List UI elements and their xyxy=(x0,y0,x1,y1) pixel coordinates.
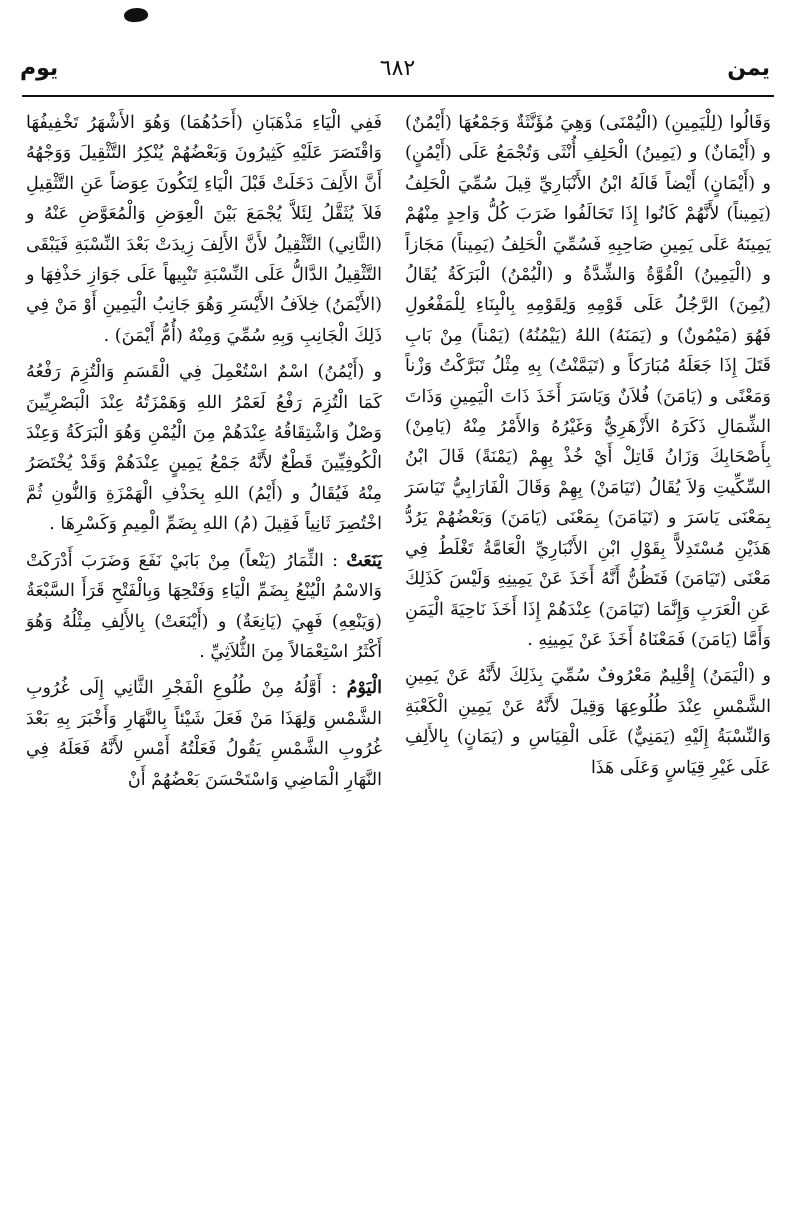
entry-text: : الثِّمَارُ (يَنْعاً) مِنْ بَابَيْ نَفَعَ وَضَرَبَ أَدْرَكَتْ وَالاسْمُ الْيُنْعُ بِضَمِّ الْيَاءِ وَفَتْحِهَا وَبِالْفَتْحِ قَرَأَ السَّبْعَةُ (وَيَنْعِهِ) فَهِيَ (يَانِعَةٌ) و (أَيْنَعَتْ) بِالأَلِفِ مِثْلُهُ وَهُوَ أَكْثَرُ اسْتِعْمَالاً مِنَ الثُّلاَثِيِّ . xyxy=(26,550,382,662)
header-rule xyxy=(22,95,774,97)
right-column xyxy=(405,108,771,783)
entry-paragraph: فَفِي الْيَاءِ مَذْهَبَانِ (أَحَدُهُمَا) وَهُوَ الأَشْهَرُ تَخْفِيفُهَا وَاقْتَصَرَ عَلَيْهِ كَثِيرُونَ وَبَعْضُهُمْ يُنْكِرُ التَّثْقِيلَ وَوَجْهُهُ أَنَّ الأَلِفَ دَخَلَتْ قَبْلَ الْيَاءِ لِتَكُونَ عِوَضاً عَنِ التَّثْقِيلِ فَلاَ يُثَقَّلُ لِئَلاَّ يُجْمَعَ بَيْنَ الْعِوَضِ وَالْمُعَوَّضِ عَنْهُ و (الثَّانِي) التَّثْقِيلُ لأَنَّ الأَلِفَ زِيدَتْ بَعْدَ النِّسْبَةِ فَيَبْقَى التَّثْقِيلُ الدَّالُّ عَلَى النِّسْبَةِ تَنْبِيهاً عَلَى جَوَازِ حَذْفِهَا و (الأَيْمَنُ) خِلاَفُ الأَيْسَرِ وَهُوَ جَانِبُ الْيَمِينِ أَوْ مَنْ فِي ذَلِكَ الْجَانِبِ وَبِهِ سُمِّيَ وَمِنْهُ (أُمُّ أَيْمَنَ) . xyxy=(26,113,382,346)
entry-paragraph xyxy=(26,546,382,668)
header-right-guide-word: يمن xyxy=(727,56,770,81)
entry-paragraph: وَقَالُوا (لِلْيَمِينِ) (الْيُمْنَى) وَهِيَ مُؤَنَّثَةٌ وَجَمْعُهَا (أَيْمُنٌ) و (أَيْمَانٌ) و (يَمِينُ) الْحَلِفِ أُنْثَى وَتُجْمَعُ عَلَى (أَيْمُنٍ) و (أَيْمَانٍ) أَيْضاً قَالَهُ ابْنُ الأَنْبَارِيِّ قِيلَ سُمِّيَ الْحَلِفُ (يَمِيناً) لأَنَّهُمْ كَانُوا إِذَا تَحَالَفُوا ضَرَبَ كُلُّ وَاحِدٍ مِنْهُمْ يَمِينَهُ عَلَى يَمِينِ صَاحِبِهِ فَسُمِّيَ الْحَلِفُ (يَمِيناً) مَجَازاً و (الْيَمِينُ) الْقُوَّةُ وَالشِّدَّةُ و (الْيُمْنُ) الْبَرَكَةُ يُقَالُ (يُمِنَ) الرَّجُلُ عَلَى قَوْمِهِ وَلِقَوْمِهِ بِالْبِنَاءِ لِلْمَفْعُولِ فَهُوَ (مَيْمُونٌ) و (يَمَنَهُ) اللهُ (يَيْمُنُهُ) (يَمْناً) مِنْ بَابِ قَتَلَ إِذَا جَعَلَهُ مُبَارَكاً و (تَيَمَّنْتُ) بِهِ مِثْلُ تَبَرَّكْتُ وَزْناً وَمَعْنًى و (يَامَنَ) فُلاَنٌ وَيَاسَرَ أَخَذَ ذَاتَ الْيَمِينِ وَذَاتَ الشِّمَالِ ذَكَرَهُ الأَزْهَرِيُّ وَغَيْرُهُ وَالأَمْرُ مِنْهُ (يَامِنْ) بِأَصْحَابِكَ وَزَانُ قَاتِلْ أَيْ خُذْ بِهِمْ (يَمْنَةً) قَالَ ابْنُ السِّكِّيتِ وَلاَ يُقَالُ (تَيَامَنْ) بِهِمْ وَقَالَ الْفَارَابِيُّ تَيَاسَرَ بِمَعْنَى يَاسَرَ و (تَيَامَنَ) بِمَعْنَى (يَامَنَ) وَبَعْضُهُمْ يَرُدُّ هَذَيْنِ مُسْتَدِلاًّ بِقَوْلِ ابْنِ الأَنْبَارِيِّ الْعَامَّةُ تَغْلَطُ فِي مَعْنَى (تَيَامَنَ) فَتَظُنُّ أَنَّهُ أَخَذَ عَنْ يَمِينِهِ وَلَيْسَ كَذَلِكَ عَنِ الْعَرَبِ وَإِنَّمَا (تَيَامَنَ) عِنْدَهُمْ إِذَا أَخَذَ نَاحِيَةَ الْيَمَنِ وَأَمَّا (يَامَنَ) فَمَعْنَاهُ أَخَذَ عَنْ يَمِينِهِ . xyxy=(405,113,771,650)
entry-paragraph: و (الْيَمَنُ) إِقْلِيمٌ مَعْرُوفٌ سُمِّيَ بِذَلِكَ لأَنَّهُ عَنْ يَمِينِ الشَّمْسِ عِنْدَ طُلُوعِهَا وَقِيلَ لأَنَّهُ عَنْ يَمِينِ الْكَعْبَةِ وَالنِّسْبَةُ إِلَيْهِ (يَمَنِيٌّ) عَلَى الْقِيَاسِ و (يَمَانٍ) بِالأَلِفِ عَلَى غَيْرِ قِيَاسٍ وَعَلَى هَذَا xyxy=(405,666,771,778)
entry-paragraph xyxy=(26,673,382,795)
page-number: ٦٨٢ xyxy=(379,56,416,81)
headword: يَنَعَتْ xyxy=(346,550,382,571)
header-left-guide-word: يوم xyxy=(20,56,59,81)
headword: الْيَوْمُ xyxy=(346,678,382,699)
left-column xyxy=(26,108,382,795)
entry-paragraph: و (أَيْمُنُ) اسْمٌ اسْتُعْمِلَ فِي الْقَسَمِ وَالْتُزِمَ رَفْعُهُ كَمَا الْتُزِمَ رَفْعُ لَعَمْرُ اللهِ وَهَمْزَتُهُ عِنْدَ الْبَصْرِيِّينَ وَصْلٌ وَاشْتِقَاقُهُ عِنْدَهُمْ مِنَ الْيُمْنِ وَهُوَ الْبَرَكَةُ وَعِنْدَ الْكُوفِيِّينَ قَطْعٌ لأَنَّهُ جَمْعُ يَمِينٍ عِنْدَهُمْ وَقَدْ يُخْتَصَرُ مِنْهُ فَيُقَالُ و (أَيْمُ) اللهِ بِحَذْفِ الْهَمْزَةِ وَالنُّونِ ثُمَّ اخْتُصِرَ ثَانِياً فَقِيلَ (مُ) اللهِ بِضَمِّ الْمِيمِ وَكَسْرِهَا . xyxy=(26,362,382,535)
page-header xyxy=(0,52,795,92)
ink-blot xyxy=(123,6,149,23)
entry-text: : أَوَّلُهُ مِنْ طُلُوعِ الْفَجْرِ الثَّانِي إِلَى غُرُوبِ الشَّمْسِ وَلِهَذَا مَنْ فَعَلَ شَيْئاً بِالنَّهَارِ وَأَخْبَرَ بِهِ بَعْدَ غُرُوبِ الشَّمْسِ يَقُولُ فَعَلْتُهُ أَمْسِ لأَنَّهُ فَعَلَهُ فِي النَّهَارِ الْمَاضِي وَاسْتَحْسَنَ بَعْضُهُمْ أَنْ xyxy=(26,678,382,790)
